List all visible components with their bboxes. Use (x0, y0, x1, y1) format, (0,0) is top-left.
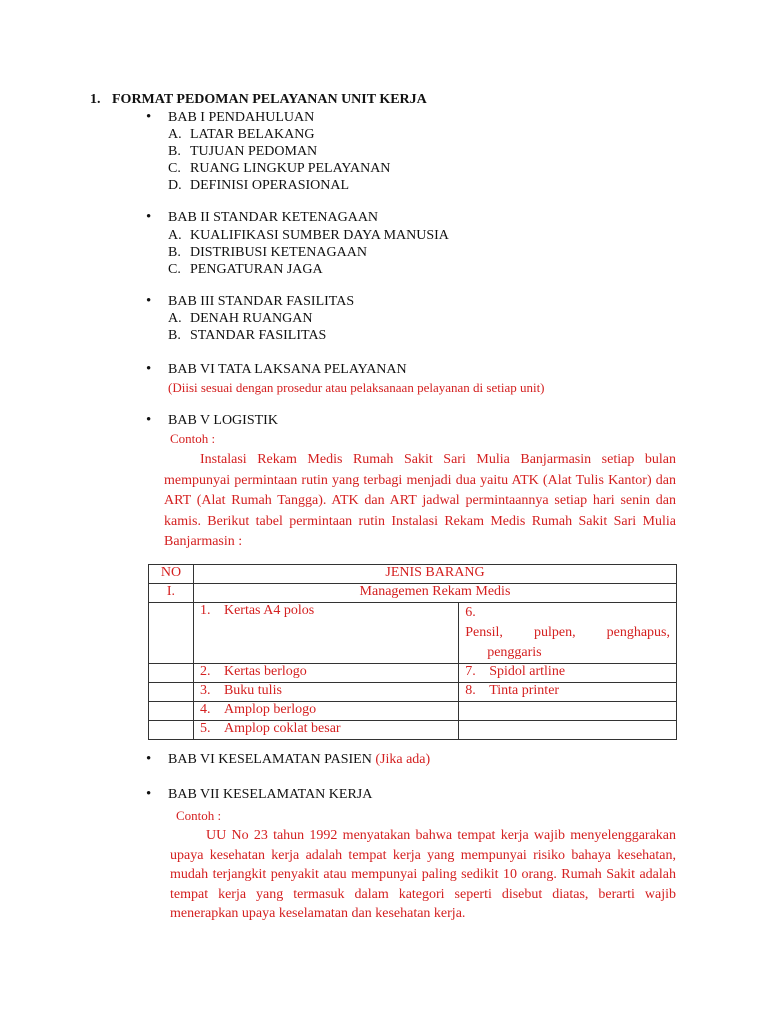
table-header-row (149, 565, 677, 584)
left-item: 5. Amplop coklat besar (193, 721, 458, 740)
bab3-item: A. DENAH RUANGAN (168, 311, 313, 326)
table-row (149, 683, 677, 702)
bab4-note: (Diisi sesuai dengan prosedur atau pelaksanaan pelayanan di setiap unit) (168, 380, 545, 395)
section-title: Managemen Rekam Medis (193, 584, 676, 603)
bab7-example-label: Contoh : (176, 808, 222, 823)
bab1-item: A. LATAR BELAKANG (168, 127, 315, 142)
bab6-note: (Jika ada) (375, 752, 431, 767)
right-item: 7. Spidol artline (459, 664, 677, 683)
bab2-title: • BAB II STANDAR KETENAGAAN (168, 210, 378, 226)
left-item: 3. Buku tulis (193, 683, 458, 702)
table-section-row (149, 584, 677, 603)
header-no: NO (149, 565, 194, 584)
bab2-item: A. KUALIFIKASI SUMBER DAYA MANUSIA (168, 228, 449, 243)
bab3-item: B. STANDAR FASILITAS (168, 328, 327, 343)
table-row (149, 664, 677, 683)
bab1-item: B. TUJUAN PEDOMAN (168, 144, 318, 159)
section-heading (90, 92, 427, 108)
bab7-paragraph: UU No 23 tahun 1992 menyatakan bahwa tempat kerja wajib menyelenggarakan upaya kesehatan kerja adalah tempat kerja yang mempunyai risiko bahaya kesehatan, mudah terjangkit penyakit atau mempunyai paling sedikit 10 orang. Rumah Sakit adalah tempat kerja yang termasuk dalam kategori seperti disebut diatas, berarti wajib menerapkan upaya keselamatan dan kesehatan kerja. (170, 828, 676, 921)
left-item: 1. Kertas A4 polos (193, 603, 458, 664)
bab2-item: B. DISTRIBUSI KETENAGAAN (168, 245, 367, 260)
item-request-table (148, 564, 677, 740)
left-item: 2. Kertas berlogo (193, 664, 458, 683)
bab4-title: • BAB VI TATA LAKSANA PELAYANAN (168, 362, 407, 378)
table-row (149, 721, 677, 740)
bab1-item: D. DEFINISI OPERASIONAL (168, 178, 350, 193)
right-item: 6. Pensil, pulpen, penghapus, penggaris (459, 603, 677, 664)
bab5-title: • BAB V LOGISTIK (168, 413, 278, 429)
bab1-item: C. RUANG LINGKUP PELAYANAN (168, 161, 391, 176)
header-jenis: JENIS BARANG (193, 565, 676, 584)
bab7-title: • BAB VII KESELAMATAN KERJA (168, 787, 372, 803)
heading-text: FORMAT PEDOMAN PELAYANAN UNIT KERJA (112, 92, 427, 107)
bab5-paragraph: Instalasi Rekam Medis Rumah Sakit Sari Mulia Banjarmasin setiap bulan mempunyai permintaan rutin yang terbagi menjadi dua yaitu ATK (Alat Tulis Kantor) dan ART (Alat Rumah Tangga). ATK dan ART jadwal permintaannya setiap hari senin dan kamis. Berikut tabel permintaan rutin Instalasi Rekam Medis Rumah Sakit Sari Mulia Banjarmasin : (164, 452, 676, 549)
bab5-example-label: Contoh : (170, 431, 216, 446)
bab3-title: • BAB III STANDAR FASILITAS (168, 294, 354, 310)
bab2-item: C. PENGATURAN JAGA (168, 262, 323, 277)
section-no: I. (149, 584, 194, 603)
table-row (149, 603, 677, 664)
left-item: 4. Amplop berlogo (193, 702, 458, 721)
table-row (149, 702, 677, 721)
right-item: 8. Tinta printer (459, 683, 677, 702)
heading-number: 1. (90, 92, 101, 107)
bab6-title: • BAB VI KESELAMATAN PASIEN (Jika ada) (168, 752, 430, 768)
bab1-title: • BAB I PENDAHULUAN (168, 110, 314, 126)
